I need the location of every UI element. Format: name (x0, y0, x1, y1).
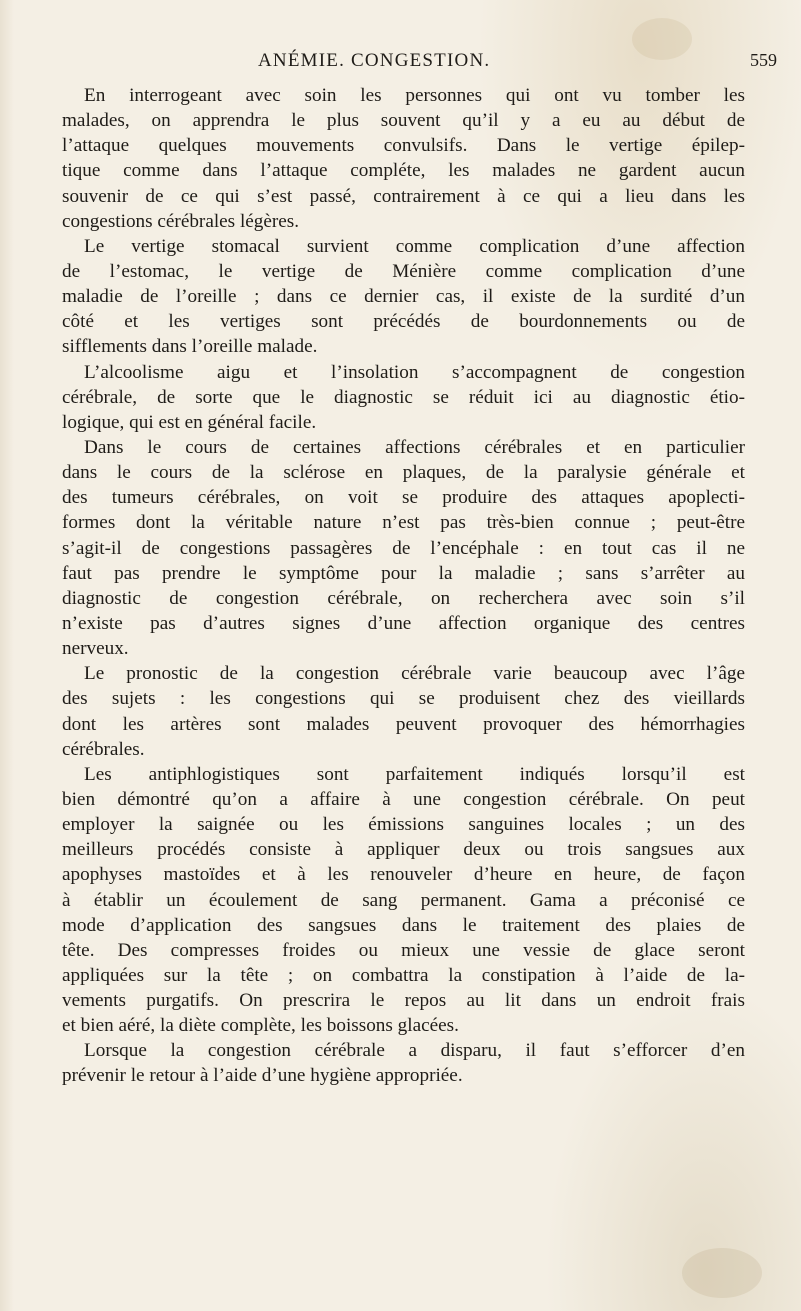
paragraph (62, 661, 745, 762)
text-line: meilleurs procédés consiste à appliquer deux ou trois sangsues aux (62, 839, 745, 861)
text-line: des tumeurs cérébrales, on voit se produire des attaques apoplecti- (62, 487, 745, 509)
paragraph (62, 83, 745, 234)
text-line: appliquées sur la tête ; on combattra la constipation à l’aide de la- (62, 964, 745, 986)
text-line: diagnostic de congestion cérébrale, on recherchera avec soin s’il (62, 587, 745, 609)
text-line: congestions cérébrales légères. (62, 210, 300, 232)
text-line: bien démontré qu’on a affaire à une congestion cérébrale. On peut (62, 788, 745, 810)
text-line: n’existe pas d’autres signes d’une affection organique des centres (62, 612, 745, 634)
text-line: Le pronostic de la congestion cérébrale varie beaucoup avec l’âge (84, 663, 745, 685)
text-line: malades, on apprendra le plus souvent qu’il y a eu au début de (62, 110, 745, 132)
text-line: Dans le cours de certaines affections cérébrales et en particulier (84, 436, 745, 458)
text-line: l’attaque quelques mouvements convulsifs. Dans le vertige épilep- (62, 135, 745, 157)
text-line: mode d’application des sangsues dans le traitement des plaies de (62, 914, 745, 936)
text-line: formes dont la véritable nature n’est pas très-bien connue ; peut-être (62, 512, 745, 534)
text-line: maladie de l’oreille ; dans ce dernier cas, il existe de la surdité d’un (62, 286, 745, 308)
page-number: 559 (750, 50, 777, 70)
text-line: Les antiphlogistiques sont parfaitement indiqués lorsqu’il est (84, 763, 745, 785)
paragraph (62, 435, 745, 661)
paragraph (62, 234, 745, 360)
text-line: En interrogeant avec soin les personnes qui ont vu tomber les (84, 85, 745, 106)
text-line: s’agit-il de congestions passagères de l’encéphale : en tout cas il ne (62, 537, 745, 559)
text-line: à établir un écoulement de sang permanent. Gama a préconisé ce (62, 889, 745, 911)
text-line: côté et les vertiges sont précédés de bourdonnements ou de (62, 311, 745, 333)
text-line: cérébrales. (62, 738, 145, 760)
text-line: employer la saignée ou les émissions sanguines locales ; un des (62, 814, 745, 836)
paragraph (62, 1038, 745, 1088)
text-line: faut pas prendre le symptôme pour la maladie ; sans s’arrêter au (62, 562, 745, 584)
text-line: dont les artères sont malades peuvent provoquer des hémorrhagies (62, 713, 745, 735)
text-line: logique, qui est en général facile. (62, 411, 317, 433)
text-line: tête. Des compresses froides ou mieux une vessie de glace seront (62, 939, 745, 961)
text-line: prévenir le retour à l’aide d’une hygiène appropriée. (62, 1065, 463, 1087)
text-line: nerveux. (62, 638, 129, 660)
paper-stain (682, 1248, 762, 1298)
page-header (0, 50, 801, 80)
paragraph (62, 762, 745, 1039)
running-title: ANÉMIE. CONGESTION. (258, 50, 491, 71)
body-text (62, 83, 745, 1089)
text-line: sifflements dans l’oreille malade. (62, 336, 318, 358)
text-line: souvenir de ce qui s’est passé, contrairement à ce qui a lieu dans les (62, 185, 745, 207)
text-line: dans le cours de la sclérose en plaques, de la paralysie générale et (62, 462, 745, 484)
text-line: de l’estomac, le vertige de Ménière comme complication d’une (62, 260, 745, 282)
text-line: vements purgatifs. On prescrira le repos au lit dans un endroit frais (62, 990, 745, 1012)
paragraph (62, 360, 745, 435)
text-line: des sujets : les congestions qui se produisent chez des vieillards (62, 688, 745, 710)
text-line: tique comme dans l’attaque compléte, les malades ne gardent aucun (62, 160, 745, 182)
text-line: Lorsque la congestion cérébrale a disparu, il faut s’efforcer d’en (84, 1040, 745, 1062)
text-line: et bien aéré, la diète complète, les boissons glacées. (62, 1015, 459, 1037)
text-line: Le vertige stomacal survient comme complication d’une affection (84, 235, 745, 257)
text-line: apophyses mastoïdes et à les renouveler d’heure en heure, de façon (62, 864, 745, 886)
text-line: cérébrale, de sorte que le diagnostic se réduit ici au diagnostic étio- (62, 386, 745, 408)
text-line: L’alcoolisme aigu et l’insolation s’accompagnent de congestion (84, 361, 745, 383)
